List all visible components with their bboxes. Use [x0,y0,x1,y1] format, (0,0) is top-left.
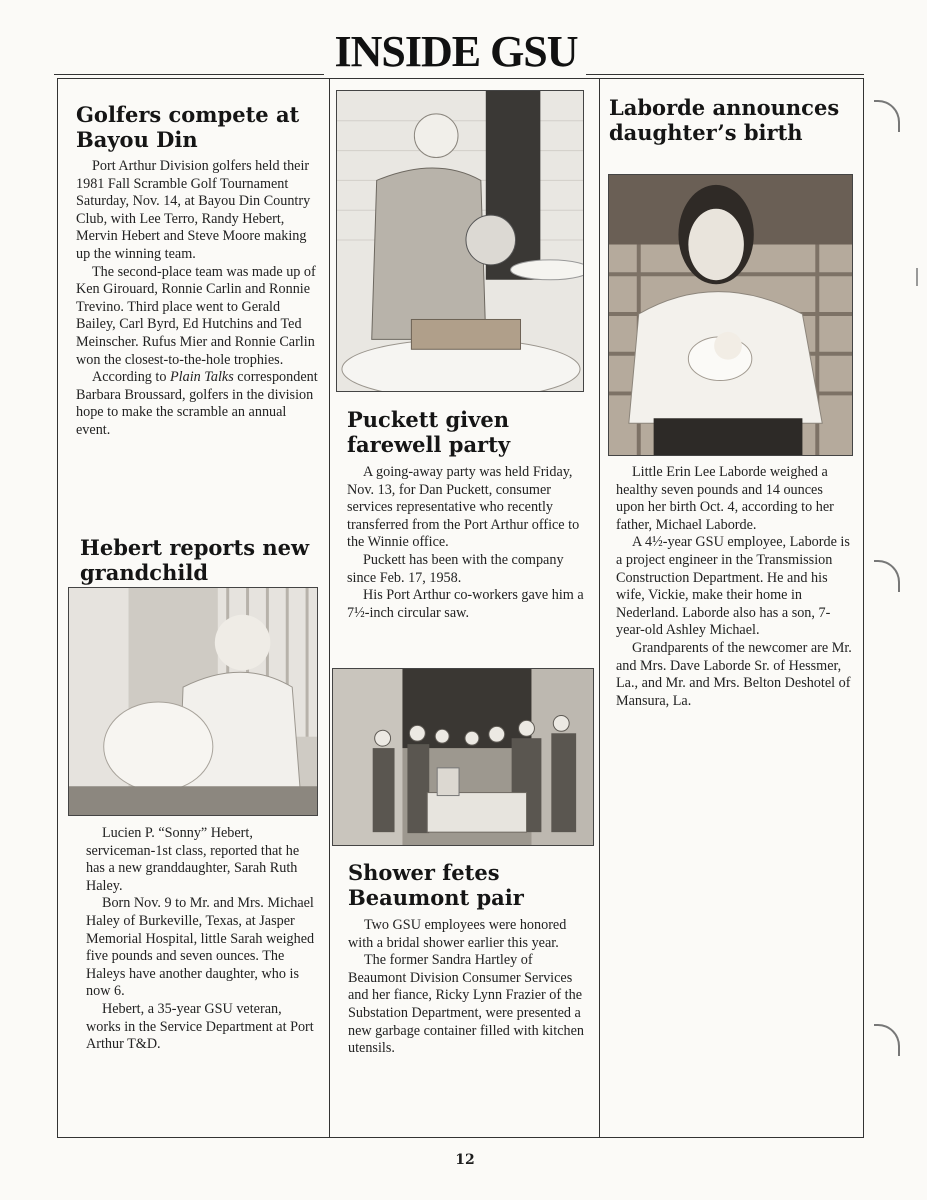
story-shower [348,860,592,1058]
story-hebert [86,825,318,1054]
paragraph: The second-place team was made up of Ken Girouard, Ronnie Carlin and Ronnie Trevino. Third place went to Gerald Bailey, Carl Byrd, Ed Hutchins and Ted Meinscher. Rufus Mier and Ronnie Carlin won the closest-to-the-hole trophies. [76,263,316,368]
column-rule-2 [599,78,600,1138]
body-hebert [86,825,318,1054]
body-golfers [76,158,321,440]
edge-mark [916,268,918,286]
punch-hole-mark [874,100,900,132]
story-puckett [347,407,592,622]
photo-shower-group [332,668,594,846]
column-rule-1 [329,78,330,1138]
text: correspondent Barbara Broussard, golfers in the division hope to make the scramble an annual event. [76,369,318,438]
body-laborde [616,464,854,710]
paragraph: A 4½-year GSU employee, Laborde is a project engineer in the Transmission Construction Department. He and his wife, Vickie, make their home in Nederland. Laborde also has a son, 7-year-old Ashley Michael. [616,534,850,639]
body-shower [348,917,592,1058]
publication-name: Plain Talks [170,369,234,386]
photo-hebert-grandchild [68,587,318,816]
story-golfers [76,102,321,440]
paragraph: Grandparents of the newcomer are Mr. and Mrs. Dave Laborde Sr. of Hessmer, La., and Mr. and Mrs. Belton Deshotel of Mansura, La. [616,639,852,709]
paragraph: Lucien P. “Sonny” Hebert, serviceman-1st class, reported that he has a new granddaughter, Sarah Ruth Haley. [86,825,300,894]
masthead-title: INSIDE GSU [334,27,578,76]
paragraph: His Port Arthur co-workers gave him a 7½-inch circular saw. [347,587,584,621]
headline-block-laborde [609,95,849,145]
photo-puckett-saw [336,90,584,392]
text: According to [92,369,171,386]
masthead-rule-left [54,74,324,75]
paragraph: Hebert, a 35-year GSU veteran, works in the Service Department at Port Arthur T&D. [86,1000,314,1053]
headline-shower: Shower fetes Beaumont pair [348,860,524,910]
masthead-rule-right [586,74,864,75]
story-laborde [616,464,854,710]
body-puckett [347,464,592,622]
punch-hole-mark [874,560,900,592]
punch-hole-mark [874,1024,900,1056]
headline-laborde: Laborde announces daughter’s birth [609,95,840,145]
paragraph: Port Arthur Division golfers held their 1981 Fall Scramble Golf Tournament Saturday, Nov. 14, at Bayou Din Country Club, with Lee Terro, Randy Hebert, Mervin Hebert and Steve Moore making up the winning team. [76,158,311,262]
paragraph: A going-away party was held Friday, Nov. 13, for Dan Puckett, consumer services representative who recently transferred from the Port Arthur office to the Winnie office. [347,464,580,551]
paragraph: Little Erin Lee Laborde weighed a healthy seven pounds and 14 ounces upon her birth Oct. 4, according to her father, Michael Laborde. [616,464,834,533]
paragraph: Two GSU employees were honored with a bridal shower earlier this year. [348,917,567,951]
headline-hebert: Hebert reports new grandchild [80,535,310,585]
photo-laborde-baby [608,174,853,456]
paragraph [76,369,321,439]
headline-block-hebert [80,535,320,585]
headline-puckett: Puckett given farewell party [347,407,511,457]
headline-golfers: Golfers compete at Bayou Din [76,102,300,152]
page-number: 12 [455,1152,475,1168]
paragraph: Born Nov. 9 to Mr. and Mrs. Michael Haley of Burkeville, Texas, at Jasper Memorial Hospital, little Sarah weighed five pounds and seven ounces. The Haleys have another daughter, who is now 6. [86,895,315,1000]
paragraph: Puckett has been with the company since Feb. 17, 1958. [347,551,564,586]
paragraph: The former Sandra Hartley of Beaumont Division Consumer Services and her fiance, Ricky Lynn Frazier of the Substation Department, were presented a new garbage container filled with kitchen utensils. [348,952,584,1057]
masthead [0,24,927,84]
